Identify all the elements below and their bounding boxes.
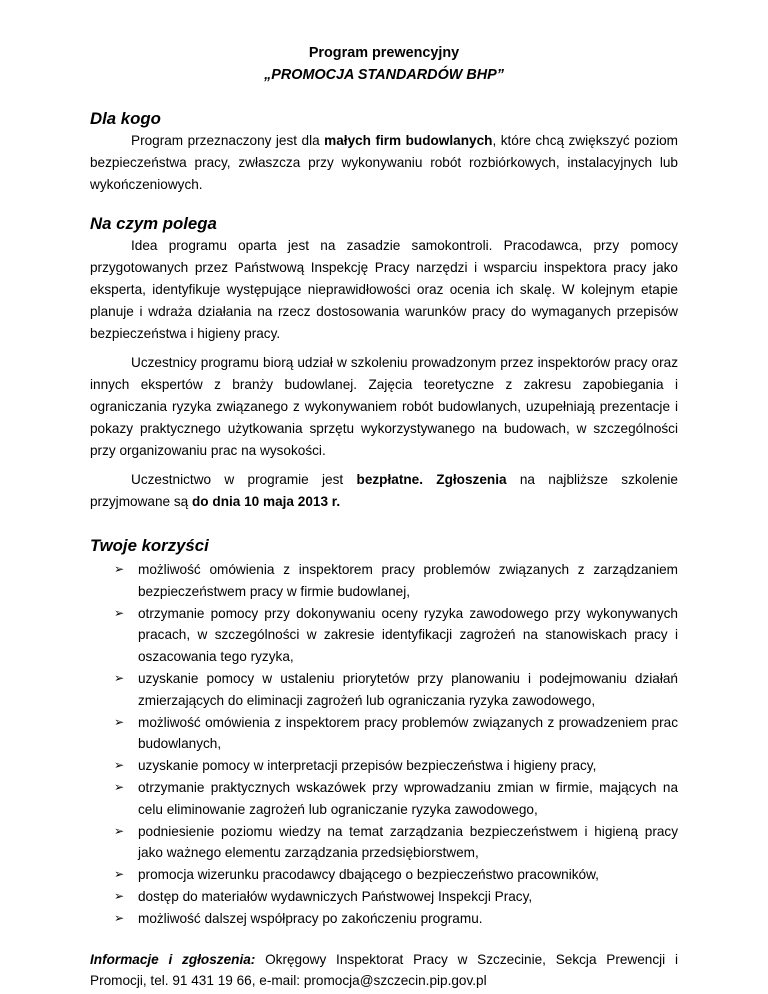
what-paragraph-3: Uczestnictwo w programie jest bezpłatne. Zgłoszenia na najbliższe szkolenie przyjmowane są do dnia 10 maja 2013 r. — [90, 472, 678, 510]
arrowhead-bullet-icon: ➢ — [114, 888, 125, 903]
contact-info — [90, 949, 678, 993]
arrowhead-bullet-icon: ➢ — [114, 605, 125, 620]
who-paragraph: Program przeznaczony jest dla małych firm budowlanych, które chcą zwiększyć poziom bezpieczeństwa pracy, zwłaszcza przy wykonywaniu robót rozbiórkowych, instalacyjnych lub wykończeniowych. — [90, 133, 679, 192]
list-item: ➢ możliwość omówienia z inspektorem pracy problemów związanych z zarządzaniem bezpieczeństwem pracy w firmie budowlanej, — [90, 559, 678, 603]
free-registration-emphasis: bezpłatne. Zgłoszenia — [356, 472, 507, 488]
section-what — [90, 213, 678, 513]
list-item: ➢ dostęp do materiałów wydawniczych Państwowej Inspekcji Pracy, — [90, 886, 678, 908]
contact-details: Okręgowy Inspektorat Pracy w Szczecinie, Sekcja Prewencji i Promocji, tel. 91 431 19 66, e-mail: promocja@szczecin.pip.gov.pl — [90, 951, 678, 989]
arrowhead-bullet-icon: ➢ — [114, 823, 125, 838]
arrowhead-bullet-icon: ➢ — [114, 779, 125, 794]
what-paragraph-2: Uczestnicy programu biorą udział w szkoleniu prowadzonym przez inspektorów pracy oraz innych ekspertów z branży budowlanej. Zajęcia teoretyczne z zakresu zapobiegania i ograniczania ryzyka związanego z wykonywaniem robót budowlanych, uzupełniają prezentacje i pokazy praktycznego użytkowania sprzętu wykorzystywanego na budowach, w szczególności przy organizowaniu prac na wysokości. — [90, 355, 678, 458]
list-item: ➢ uzyskanie pomocy w interpretacji przepisów bezpieczeństwa i higieny pracy, — [90, 755, 678, 777]
what-paragraph-1: Idea programu oparta jest na zasadzie samokontroli. Pracodawca, przy pomocy przygotowanych przez Państwową Inspekcję Pracy narzędzi i wsparciu inspektora pracy jako eksperta, identyfikuje występujące nieprawidłowości oraz ocenia ich skalę. W kolejnym etapie planuje i wdraża działania na rzecz dostosowania warunków pracy do wymaganych przepisów bezpieczeństwa i higieny pracy. — [90, 238, 678, 341]
arrowhead-bullet-icon: ➢ — [114, 758, 125, 773]
list-item: ➢ promocja wizerunku pracodawcy dbającego o bezpieczeństwo pracowników, — [90, 864, 678, 886]
list-item: ➢ uzyskanie pomocy w ustaleniu priorytetów przy planowaniu i podejmowaniu działań zmierzających do eliminacji zagrożeń lub ograniczania ryzyka zawodowego, — [90, 668, 678, 712]
section-heading-benefits: Twoje korzyści — [90, 535, 209, 555]
section-heading-what: Na czym polega — [90, 214, 217, 234]
target-group-emphasis: małych firm budowlanych — [324, 133, 493, 148]
document-page — [90, 42, 678, 992]
arrowhead-bullet-icon: ➢ — [114, 714, 125, 729]
arrowhead-bullet-icon: ➢ — [114, 670, 125, 685]
list-item: ➢ otrzymanie pomocy przy dokonywaniu oceny ryzyka zawodowego przy wykonywanych pracach, w szczególności w zakresie identyfikacji zagrożeń na stanowiskach pracy i oszacowania tego ryzyka, — [90, 603, 678, 668]
section-who — [90, 108, 678, 195]
section-heading-who: Dla kogo — [90, 109, 161, 128]
list-item: ➢ możliwość omówienia z inspektorem pracy problemów związanych z prowadzeniem prac budowlanych, — [90, 712, 678, 756]
arrowhead-bullet-icon: ➢ — [114, 910, 125, 925]
document-title: Program prewencyjny — [308, 45, 460, 61]
list-item: ➢ możliwość dalszej współpracy po zakończeniu programu. — [90, 908, 678, 930]
program-name: „PROMOCJA STANDARDÓW BHP” — [264, 67, 504, 83]
contact-label: Informacje i zgłoszenia: — [90, 951, 256, 967]
section-benefits — [90, 535, 678, 930]
list-item: ➢ otrzymanie praktycznych wskazówek przy wprowadzaniu zmian w firmie, mających na celu eliminowanie zagrożeń lub ograniczanie ryzyka zawodowego, — [90, 777, 678, 821]
arrowhead-bullet-icon: ➢ — [114, 867, 125, 882]
benefits-list — [90, 559, 678, 930]
list-item: ➢ podniesienie poziomu wiedzy na temat zarządzania bezpieczeństwem i higieną pracy jako ważnego elementu zarządzania przedsiębiorstwem, — [90, 821, 678, 865]
deadline-emphasis: do dnia 10 maja 2013 r. — [192, 494, 341, 510]
arrowhead-bullet-icon: ➢ — [114, 561, 125, 576]
